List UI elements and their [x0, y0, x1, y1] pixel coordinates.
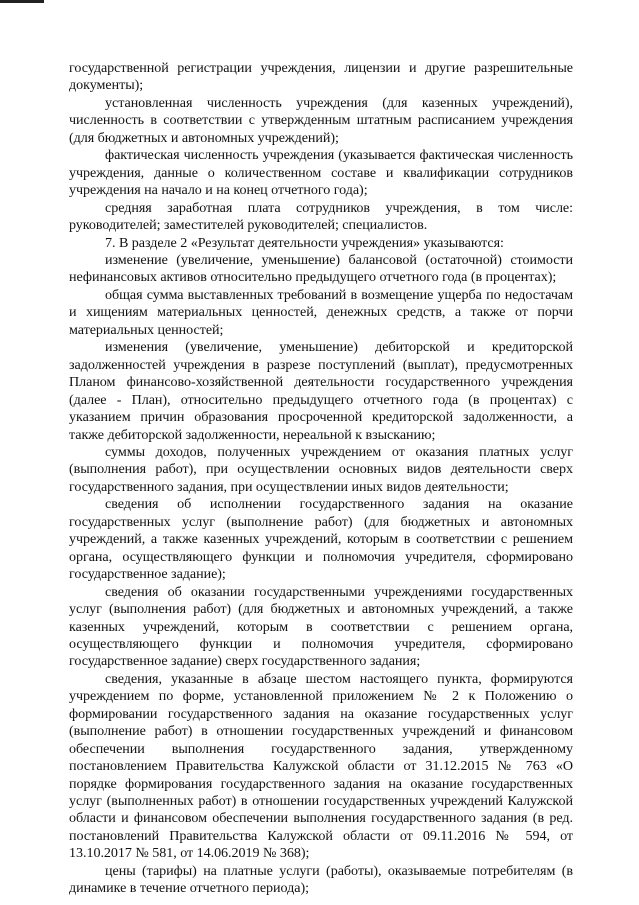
document-page: [69, 60, 573, 898]
paragraph-receivables-payables: изменения (увеличение, уменьшение) дебиторской и кредиторской задолженностей учреждения в разрезе поступлений (выплат), предусмотренных Планом финансово-хозяйственной деятельности государственного учреждения (далее - План), относительно предыдущего отчетного года (в процентах) с указанием причин образования просроченной кредиторской задолженности, а также дебиторской задолженности, нереальной к взысканию;: [69, 339, 573, 443]
paragraph-actual-headcount: фактическая численность учреждения (указывается фактическая численность учреждения, данные о количественном составе и квалификации сотрудников учреждения на начало и на конец отчетного года);: [69, 147, 573, 199]
paragraph-damage-claims: общая сумма выставленных требований в возмещение ущерба по недостачам и хищениям материальных ценностей, денежных средств, а также от порчи материальных ценностей;: [69, 286, 573, 338]
paragraph-form-reference: сведения, указанные в абзаце шестом настоящего пункта, формируются учреждением по форме, установленной приложением № 2 к Положению о формировании государственного задания на оказание государственных услуг (выполнение работ) в отношении государственных учреждений и финансовом обеспечении выполнения государственного задания, утвержденному постановлением Правительства Калужской области от 31.12.2015 № 763 «О порядке формирования государственного задания на оказание государственных услуг (выполненных работ) в отношении государственных учреждений Калужской области и финансовом обеспечении выполнения государственного задания (в ред. постановлений Правительства Калужской области от 09.11.2016 № 594, от 13.10.2017 № 581, от 14.06.2019 № 368);: [69, 670, 573, 862]
paragraph-services-beyond-assignment: сведения об оказании государственными учреждениями государственных услуг (выполнения работ) (для бюджетных и автономных учреждений, а также казенных учреждений, которым в соответствии с решением органа, осуществляющего функции и полномочия учредителя, сформировано государственное задание) сверх государственного задания;: [69, 583, 573, 670]
paragraph-established-headcount: установленная численность учреждения (для казенных учреждений), численность в соответствии с утвержденным штатным расписанием учреждения (для бюджетных и автономных учреждений);: [69, 94, 573, 146]
scan-edge-mark: [0, 0, 44, 3]
paragraph-registration-continuation: государственной регистрации учреждения, лицензии и другие разрешительные документы);: [69, 60, 573, 94]
paragraph-paid-services-income: суммы доходов, полученных учреждением от оказания платных услуг (выполнения работ), при осуществлении основных видов деятельности сверх государственного задания, при осуществлении иных видов деятельности;: [69, 443, 573, 495]
paragraph-state-assignment-execution: сведения об исполнении государственного задания на оказание государственных услуг (выполнение работ) (для бюджетных и автономных учреждений, а также казенных учреждений, которым в соответствии с решением органа, осуществляющего функции и полномочия учредителя, сформировано государственное задание);: [69, 496, 573, 583]
paragraph-prices-tariffs: цены (тарифы) на платные услуги (работы), оказываемые потребителям (в динамике в течение отчетного периода);: [69, 862, 573, 897]
paragraph-section-2-heading: 7. В разделе 2 «Результат деятельности учреждения» указываются:: [105, 234, 504, 251]
paragraph-average-salary: средняя заработная плата сотрудников учреждения, в том числе: руководителей; заместителей руководителей; специалистов.: [69, 199, 573, 234]
paragraph-nonfinancial-assets: изменение (увеличение, уменьшение) балансовой (остаточной) стоимости нефинансовых активов относительно предыдущего отчетного года (в процентах);: [69, 251, 573, 286]
